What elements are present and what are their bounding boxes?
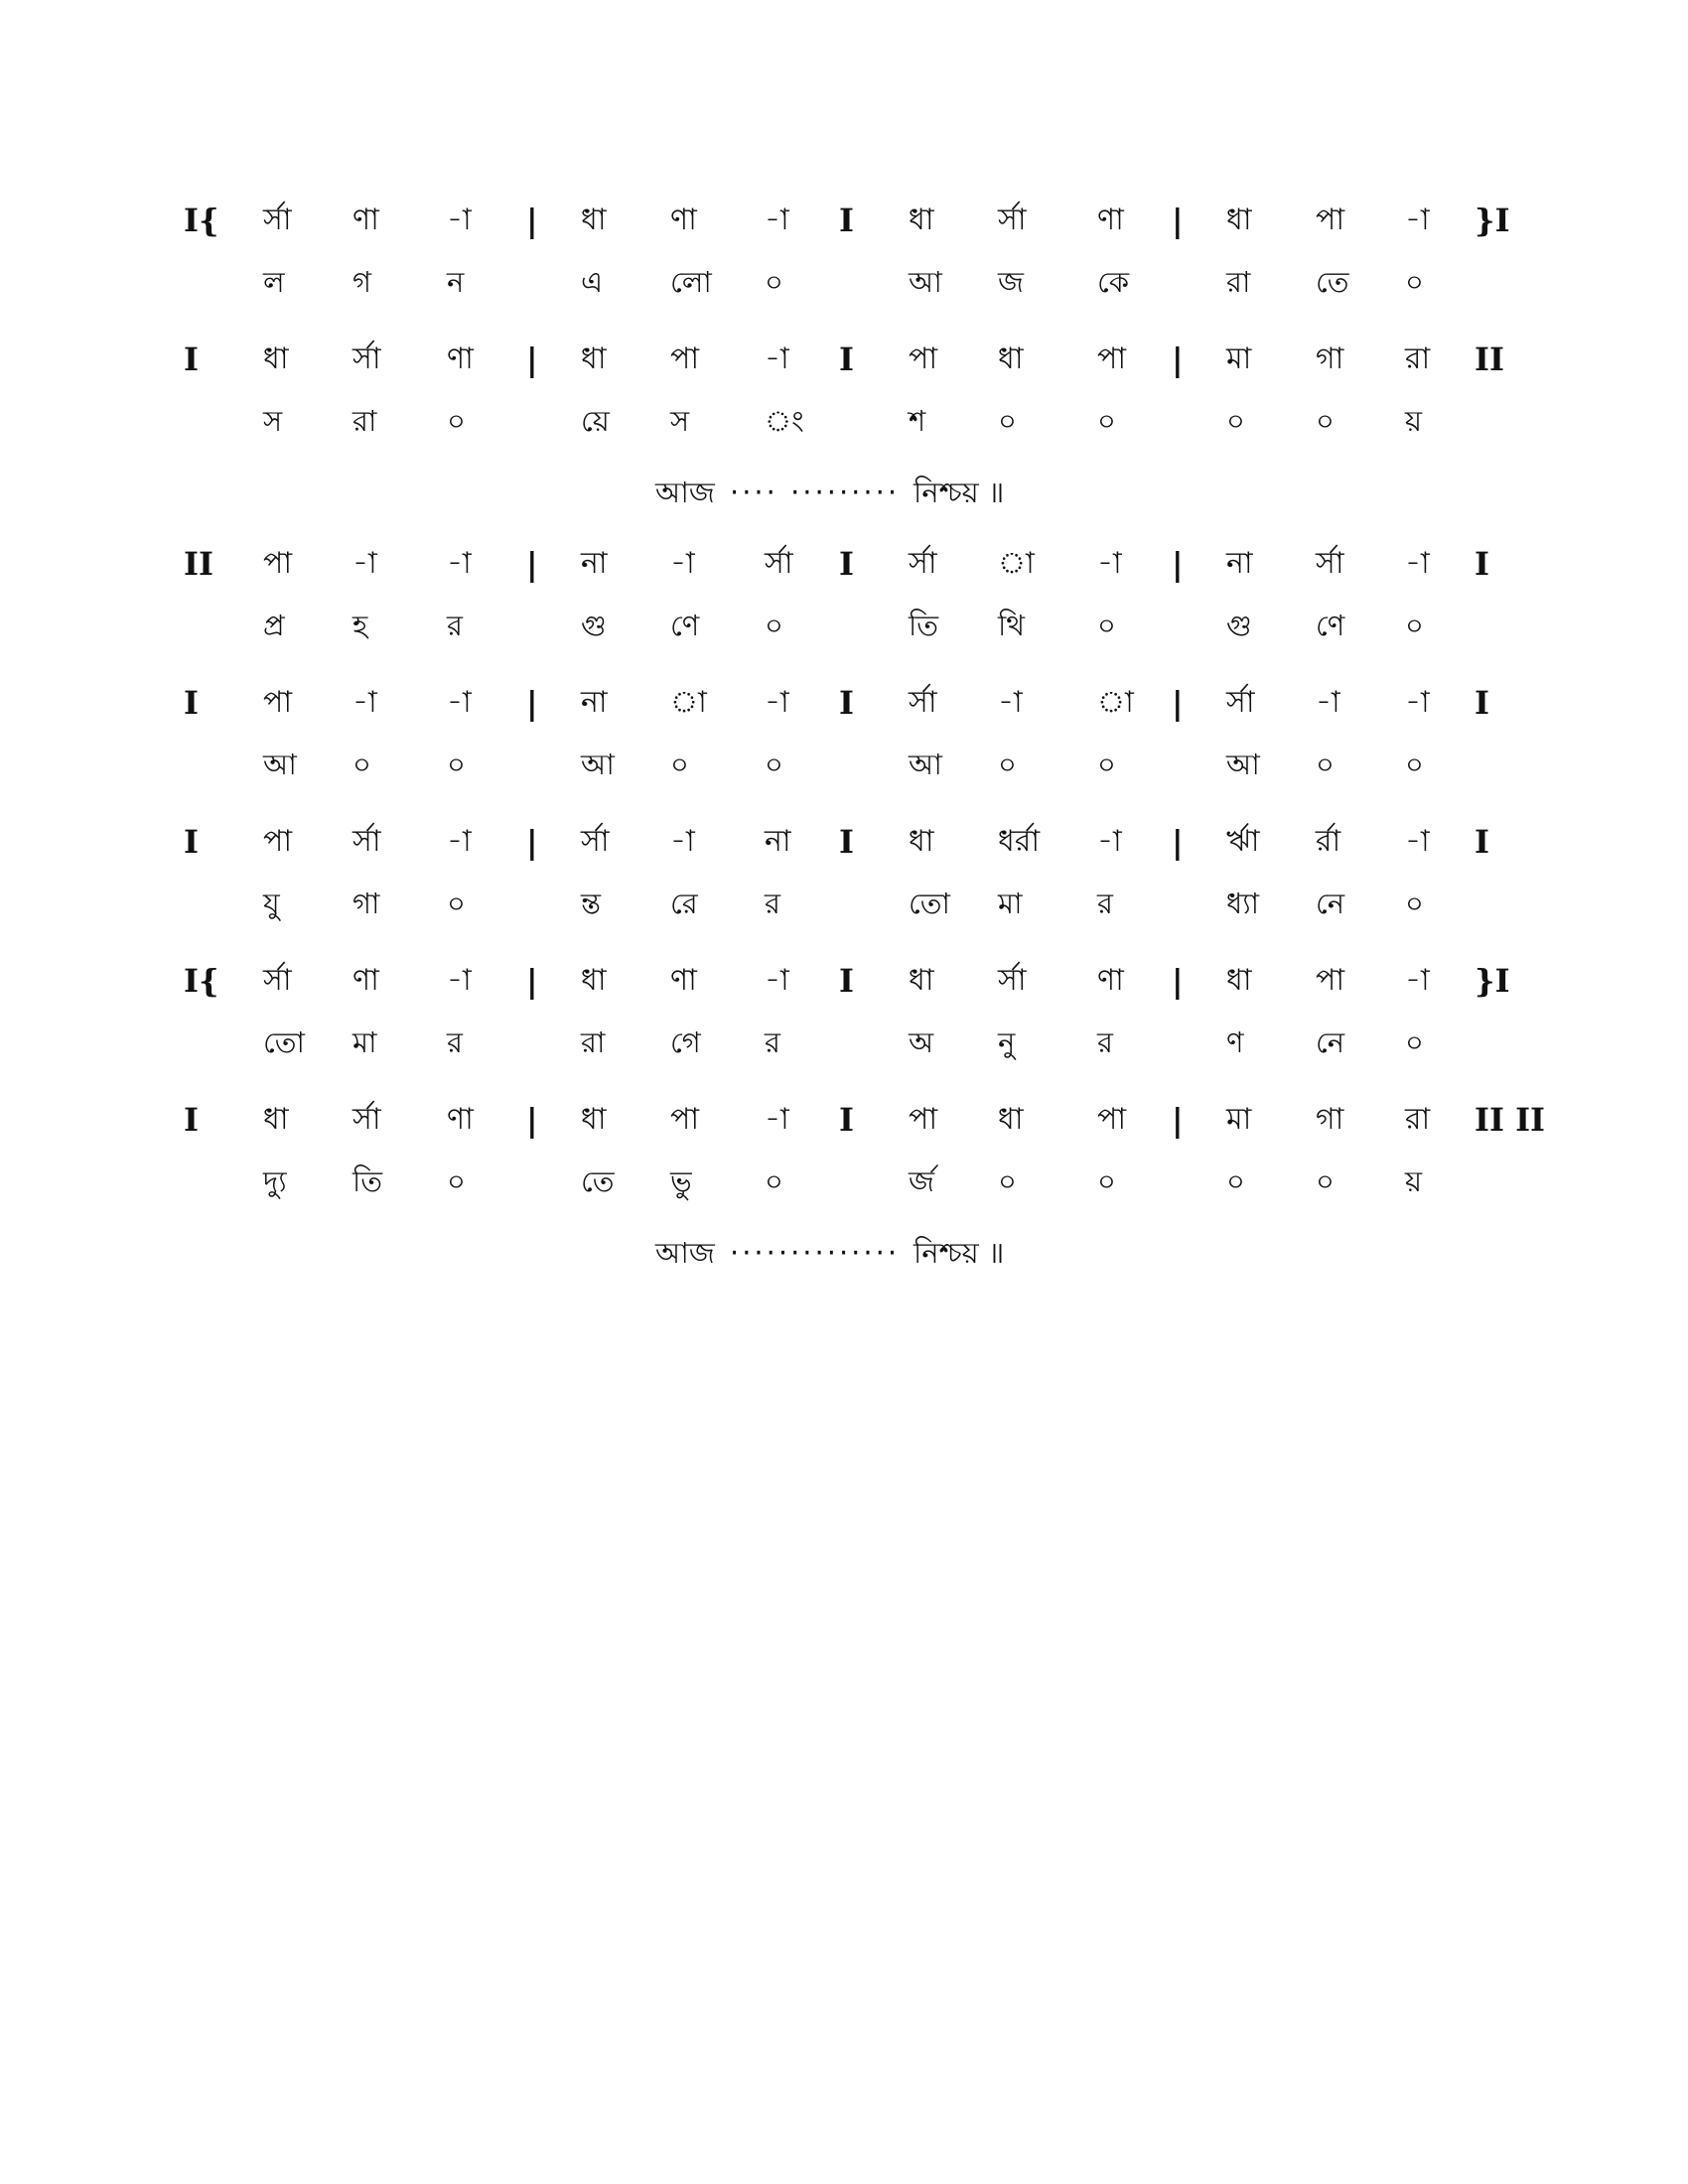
lyric-syllable: প্র [263, 609, 285, 642]
lyric-syllable: ন্ত [581, 887, 601, 920]
lyric-syllable: স [263, 404, 283, 438]
line-end-mark: }I [1475, 962, 1510, 1000]
lyric-syllable: র [765, 887, 780, 920]
lyric-syllable: র [1097, 1025, 1113, 1059]
lyric-syllable: ০ [1097, 748, 1116, 781]
lyric-syllable: ০ [765, 265, 783, 299]
bar-separator: | [1172, 1101, 1184, 1139]
lyric-syllable: তে [581, 1164, 615, 1198]
swara-note: -া [352, 685, 377, 720]
swara-note: ধা [998, 341, 1024, 376]
swara-note: -া [998, 685, 1023, 720]
refrain-start-text: আজ [655, 476, 715, 509]
swara-note: -া [1405, 685, 1430, 720]
swara-note: র্সা [765, 546, 793, 581]
lyric-row [184, 1021, 1504, 1080]
lyric-syllable: ০ [1316, 748, 1335, 781]
lyric-syllable: গু [581, 609, 607, 642]
line-start-mark: II [184, 545, 213, 583]
swara-note: ণা [447, 1102, 474, 1137]
swara-row [184, 1098, 1546, 1160]
swara-note: র্সা [998, 203, 1027, 237]
lyric-syllable: ০ [1097, 1164, 1116, 1198]
swara-note: -া [670, 824, 695, 859]
notation-line [184, 1098, 1546, 1219]
lyric-syllable: অ [909, 1025, 934, 1059]
swara-note: -া [1316, 685, 1340, 720]
lyric-syllable: শ [909, 404, 926, 438]
swaralipi-score [184, 199, 1546, 1302]
lyric-row [184, 743, 1504, 802]
swara-note: ণা [670, 963, 697, 998]
swara-note: গা [1316, 341, 1344, 376]
refrain-line [184, 1231, 1504, 1293]
lyric-syllable: আ [581, 748, 615, 781]
swara-row [184, 959, 1510, 1021]
lyric-syllable: ধ্যা [1226, 887, 1260, 920]
lyric-row [184, 399, 1504, 459]
line-start-mark: I{ [184, 962, 219, 1000]
bar-separator: | [526, 341, 538, 378]
lyric-syllable: গে [670, 1025, 701, 1059]
swara-note: -া [1405, 546, 1430, 581]
lyric-syllable: জ [998, 265, 1024, 299]
lyric-syllable: লো [670, 265, 712, 299]
lyric-syllable: নু [998, 1025, 1016, 1059]
bar-separator: I [839, 1101, 854, 1139]
bar-separator: | [526, 545, 538, 583]
lyric-syllable: ভু [670, 1164, 692, 1198]
line-end-mark: I [1475, 684, 1489, 722]
swara-note: -া [765, 341, 789, 376]
swara-row [184, 338, 1504, 399]
lyric-syllable: র [1097, 887, 1113, 920]
lyric-syllable: ০ [670, 748, 689, 781]
lyric-syllable: তি [909, 609, 939, 642]
swara-note: ধর্রা [998, 824, 1041, 859]
bar-separator: | [1172, 341, 1184, 378]
swara-note: র্সা [1316, 546, 1344, 581]
lyric-syllable: কে [1097, 265, 1130, 299]
bar-separator: | [526, 1101, 538, 1139]
lyric-syllable: মা [352, 1025, 377, 1059]
lyric-syllable: ০ [765, 748, 783, 781]
lyric-row [184, 604, 1504, 663]
lyric-syllable: ং [765, 404, 804, 438]
refrain-start-text: আজ [655, 1236, 715, 1270]
lyric-syllable: গ [352, 265, 372, 299]
refrain-end-text: নিশ্চয় ॥ [914, 476, 1005, 509]
swara-note: -া [1405, 203, 1430, 237]
lyric-syllable: য়ে [581, 404, 610, 438]
lyric-syllable: ০ [1226, 404, 1245, 438]
line-start-mark: I [184, 823, 199, 861]
lyric-syllable: ০ [1405, 609, 1424, 642]
swara-note: পা [263, 685, 293, 720]
lyric-syllable: ০ [447, 404, 466, 438]
bar-separator: I [839, 545, 854, 583]
lyric-syllable: ০ [447, 887, 466, 920]
lyric-syllable: র [765, 1025, 780, 1059]
swara-note: ণা [352, 203, 379, 237]
bar-separator: I [839, 823, 854, 861]
lyric-syllable: স [670, 404, 690, 438]
swara-note: পা [263, 546, 293, 581]
swara-note: ধা [909, 203, 934, 237]
lyric-syllable: ০ [352, 748, 371, 781]
swara-note: ধা [581, 341, 607, 376]
swara-note: পা [1316, 203, 1345, 237]
swara-note: মা [1226, 341, 1252, 376]
line-start-mark: I [184, 684, 199, 722]
swara-note: না [1226, 546, 1253, 581]
lyric-syllable: নে [1316, 887, 1345, 920]
swara-note: -া [447, 963, 472, 998]
swara-note: র্সা [352, 341, 381, 376]
swara-note: ধা [263, 1102, 289, 1137]
swara-note: র্সা [263, 203, 292, 237]
lyric-syllable: আ [909, 748, 942, 781]
lyric-syllable: হ [352, 609, 368, 642]
swara-note: র্সা [352, 1102, 381, 1137]
lyric-syllable: থি [998, 609, 1026, 642]
lyric-syllable: ০ [1097, 404, 1116, 438]
swara-note: ধা [1226, 203, 1252, 237]
swara-note: ণা [447, 341, 474, 376]
swara-note: ধা [909, 824, 934, 859]
swara-note: র্ঋা [1226, 824, 1260, 859]
swara-row [184, 542, 1504, 604]
line-end-mark: II [1475, 341, 1504, 378]
lyric-row [184, 882, 1504, 941]
lyric-syllable: আ [263, 748, 297, 781]
swara-note: -া [447, 546, 472, 581]
swara-note: -া [447, 685, 472, 720]
swara-note: -া [765, 685, 789, 720]
bar-separator: | [1172, 962, 1184, 1000]
lyric-row [184, 260, 1504, 320]
lyric-syllable: ০ [1316, 404, 1335, 438]
notation-line [184, 199, 1510, 320]
notation-line [184, 959, 1510, 1080]
bar-separator: I [839, 341, 854, 378]
swara-note: পা [670, 1102, 700, 1137]
swara-note: -া [447, 824, 472, 859]
swara-note: র্রা [1316, 824, 1341, 859]
lyric-syllable: মা [998, 887, 1023, 920]
lyric-syllable: গা [352, 887, 380, 920]
lyric-syllable: ণ [1226, 1025, 1244, 1059]
swara-note: া [1097, 685, 1134, 720]
swara-note: ধা [581, 203, 607, 237]
lyric-syllable: তো [263, 1025, 305, 1059]
swara-note: র্সা [1226, 685, 1255, 720]
swara-note: ধা [998, 1102, 1024, 1137]
lyric-syllable: তে [1316, 265, 1349, 299]
bar-separator: | [1172, 684, 1184, 722]
swara-note: ধা [581, 963, 607, 998]
swara-note: র্সা [909, 546, 937, 581]
lyric-syllable: ০ [1097, 609, 1116, 642]
lyric-syllable: গু [1226, 609, 1252, 642]
lyric-syllable: ০ [998, 1164, 1017, 1198]
swara-note: -া [765, 963, 789, 998]
lyric-syllable: দ্যু [263, 1164, 287, 1198]
swara-note: পা [1097, 341, 1127, 376]
notation-line [184, 820, 1504, 941]
lyric-syllable: যু [263, 887, 280, 920]
bar-separator: | [526, 202, 538, 239]
swara-note: গা [1316, 1102, 1344, 1137]
lyric-syllable: ০ [998, 748, 1017, 781]
swara-note: পা [1097, 1102, 1127, 1137]
line-start-mark: I [184, 1101, 199, 1139]
swara-note: র্সা [263, 963, 292, 998]
lyric-syllable: ০ [1405, 265, 1424, 299]
lyric-syllable: রা [581, 1025, 606, 1059]
swara-note: পা [1316, 963, 1345, 998]
swara-note: ণা [1097, 203, 1124, 237]
line-end-mark: II II [1475, 1101, 1546, 1139]
swara-note: পা [909, 1102, 938, 1137]
lyric-syllable: ০ [1405, 1025, 1424, 1059]
line-start-mark: I [184, 341, 199, 378]
lyric-syllable: ০ [1405, 887, 1424, 920]
swara-row [184, 820, 1504, 882]
lyric-syllable: তো [909, 887, 950, 920]
bar-separator: | [526, 684, 538, 722]
swara-note: না [581, 685, 608, 720]
line-end-mark: I [1475, 823, 1489, 861]
swara-note: -া [1405, 824, 1430, 859]
refrain-dots: ···· ········· [730, 476, 901, 509]
line-start-mark: I{ [184, 202, 219, 239]
bar-separator: I [839, 202, 854, 239]
line-end-mark: }I [1475, 202, 1510, 239]
lyric-syllable: নে [1316, 1025, 1345, 1059]
swara-note: পা [670, 341, 700, 376]
swara-note: র্সা [581, 824, 610, 859]
notation-line [184, 338, 1504, 459]
refrain-end-text: নিশ্চয় ॥ [914, 1236, 1005, 1270]
notation-line [184, 681, 1504, 802]
lyric-syllable: রা [1226, 265, 1251, 299]
swara-note: না [765, 824, 791, 859]
swara-note: ধা [1226, 963, 1252, 998]
bar-separator: | [1172, 823, 1184, 861]
lyric-syllable: র [447, 609, 463, 642]
lyric-syllable: ণে [670, 609, 700, 642]
lyric-syllable: ল [263, 265, 285, 299]
refrain-line [184, 471, 1504, 532]
lyric-syllable: ০ [1226, 1164, 1245, 1198]
swara-note: -া [1405, 963, 1430, 998]
swara-note: -া [1097, 546, 1122, 581]
lyric-syllable: আ [1226, 748, 1260, 781]
lyric-syllable: ন [447, 265, 465, 299]
swara-note: রা [1405, 1102, 1431, 1137]
swara-note: রা [1405, 341, 1431, 376]
lyric-syllable: ০ [447, 748, 466, 781]
swara-note: -া [447, 203, 472, 237]
swara-note: -া [765, 203, 789, 237]
lyric-syllable: র্জ [909, 1164, 934, 1198]
swara-note: মা [1226, 1102, 1252, 1137]
bar-separator: I [839, 684, 854, 722]
lyric-syllable: ০ [1316, 1164, 1335, 1198]
swara-note: ধা [581, 1102, 607, 1137]
swara-note: পা [909, 341, 938, 376]
swara-note: -া [1097, 824, 1122, 859]
line-end-mark: I [1475, 545, 1489, 583]
refrain-dots: ·············· [730, 1236, 901, 1270]
swara-note: -া [670, 546, 695, 581]
bar-separator: | [1172, 545, 1184, 583]
swara-note: র্সা [352, 824, 381, 859]
lyric-syllable: য় [1405, 404, 1423, 438]
notation-line [184, 542, 1504, 663]
lyric-syllable: ০ [998, 404, 1017, 438]
lyric-syllable: আ [909, 265, 942, 299]
lyric-syllable: তি [352, 1164, 383, 1198]
swara-note: া [670, 685, 707, 720]
lyric-syllable: ০ [765, 609, 783, 642]
swara-note: া [998, 546, 1035, 581]
swara-note: না [581, 546, 608, 581]
lyric-syllable: রা [352, 404, 377, 438]
bar-separator: | [1172, 202, 1184, 239]
swara-note: ধা [263, 341, 289, 376]
lyric-syllable: ০ [447, 1164, 466, 1198]
swara-note: র্সা [998, 963, 1027, 998]
swara-note: -া [352, 546, 377, 581]
lyric-syllable: এ [581, 265, 604, 299]
swara-note: ণা [352, 963, 379, 998]
swara-note: -া [765, 1102, 789, 1137]
bar-separator: | [526, 962, 538, 1000]
lyric-syllable: রে [670, 887, 698, 920]
swara-row [184, 199, 1510, 260]
lyric-row [184, 1160, 1504, 1219]
swara-note: ণা [1097, 963, 1124, 998]
lyric-syllable: ০ [765, 1164, 783, 1198]
lyric-syllable: য় [1405, 1164, 1423, 1198]
swara-note: ধা [909, 963, 934, 998]
swara-row [184, 681, 1504, 743]
lyric-syllable: ণে [1316, 609, 1345, 642]
lyric-syllable: ০ [1405, 748, 1424, 781]
swara-note: ণা [670, 203, 697, 237]
lyric-syllable: র [447, 1025, 463, 1059]
bar-separator: | [526, 823, 538, 861]
swara-note: র্সা [909, 685, 937, 720]
swara-note: পা [263, 824, 293, 859]
bar-separator: I [839, 962, 854, 1000]
